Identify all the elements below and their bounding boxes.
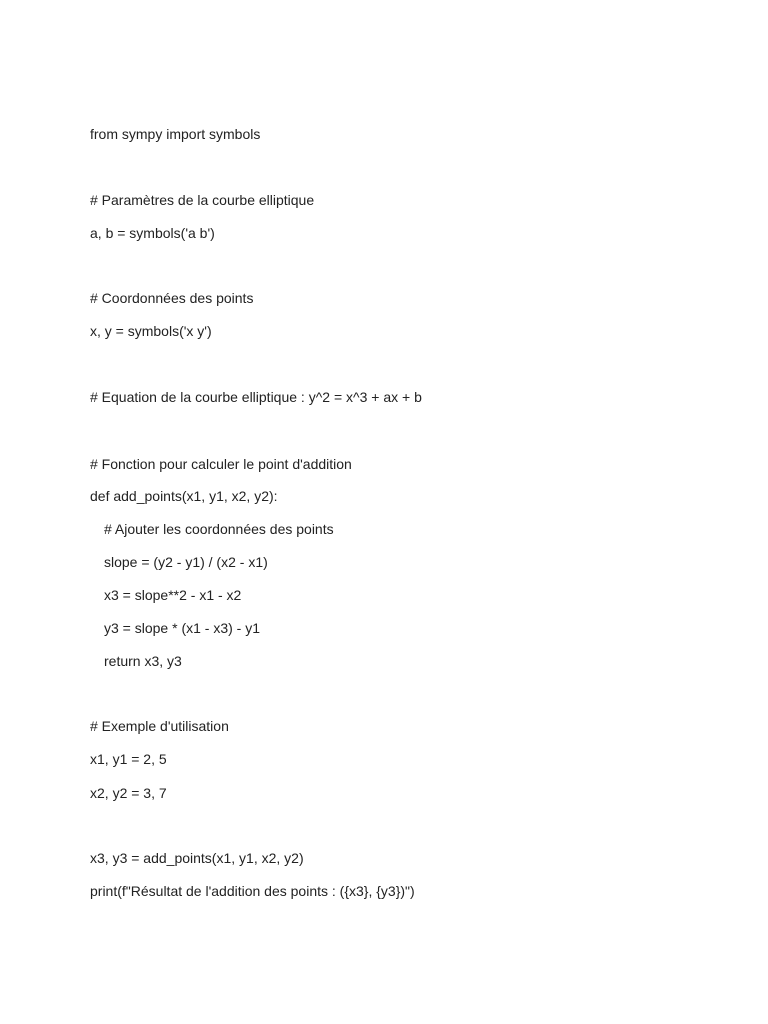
code-comment-coordinates: # Coordonnées des points bbox=[90, 290, 254, 306]
code-comment-example: # Exemple d'utilisation bbox=[90, 718, 229, 734]
code-line-x1y1: x1, y1 = 2, 5 bbox=[90, 751, 167, 767]
code-comment-curve-params: # Paramètres de la courbe elliptique bbox=[90, 192, 315, 208]
code-line-slope: slope = (y2 - y1) / (x2 - x1) bbox=[104, 554, 268, 570]
code-comment-add-coords: # Ajouter les coordonnées des points bbox=[104, 521, 334, 537]
code-comment-equation: # Equation de la courbe elliptique : y^2 = x^3 + ax + b bbox=[90, 389, 422, 405]
code-line-symbols-ab: a, b = symbols('a b') bbox=[90, 225, 215, 241]
code-line-print: print(f"Résultat de l'addition des points : ({x3}, {y3})") bbox=[90, 883, 415, 899]
code-line-return: return x3, y3 bbox=[104, 653, 182, 669]
code-line-x3: x3 = slope**2 - x1 - x2 bbox=[104, 587, 242, 603]
code-line-symbols-xy: x, y = symbols('x y') bbox=[90, 323, 212, 339]
code-line-call: x3, y3 = add_points(x1, y1, x2, y2) bbox=[90, 850, 304, 866]
code-line-import: from sympy import symbols bbox=[90, 126, 261, 142]
code-line-def: def add_points(x1, y1, x2, y2): bbox=[90, 488, 278, 504]
code-line-x2y2: x2, y2 = 3, 7 bbox=[90, 785, 167, 801]
code-comment-function: # Fonction pour calculer le point d'addition bbox=[90, 456, 352, 472]
code-line-y3: y3 = slope * (x1 - x3) - y1 bbox=[104, 620, 261, 636]
